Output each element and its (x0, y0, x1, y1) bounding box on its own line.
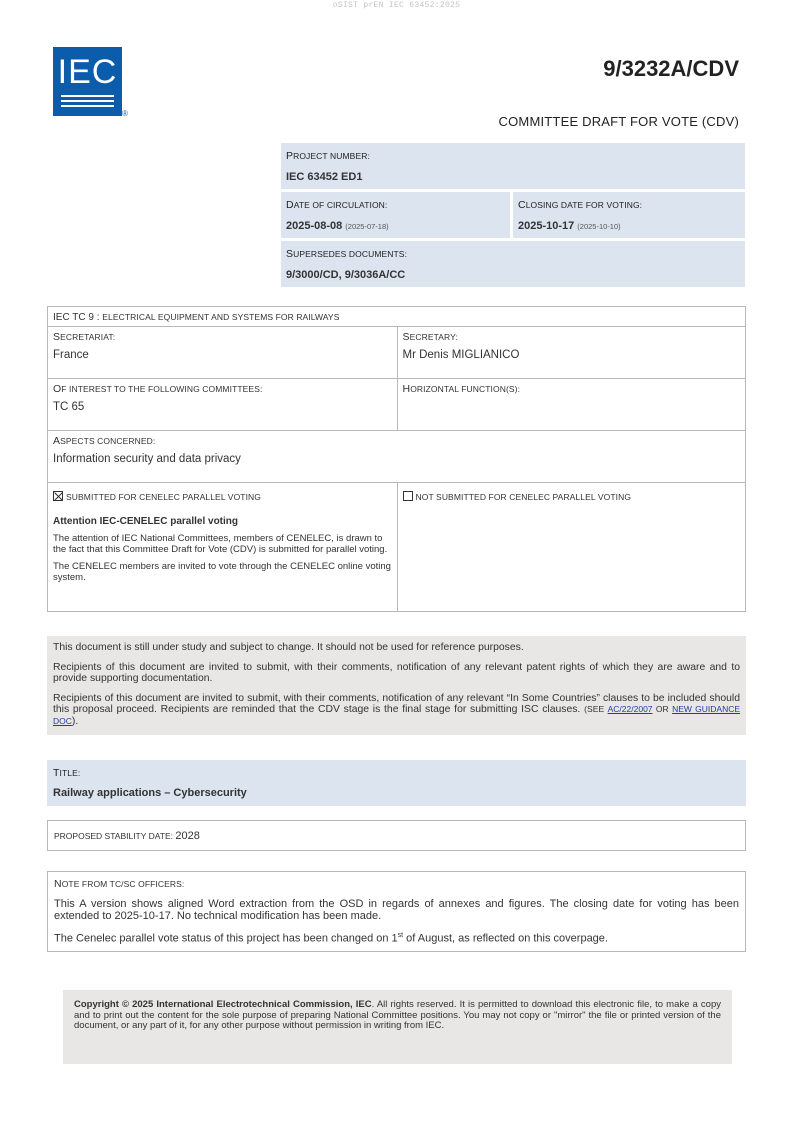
stability-box (47, 820, 746, 851)
copyright-box (63, 990, 732, 1064)
see-suffix: ). (71, 715, 79, 727)
attention-text-2: The CENELEC members are invited to vote through the CENELEC online voting system. (53, 561, 391, 583)
closing-date: 2025-10-17 (518, 220, 575, 232)
not-submitted-option[interactable] (403, 491, 741, 503)
checkbox-checked-icon[interactable] (53, 491, 63, 501)
interest-value: TC 65 (53, 401, 85, 413)
project-number: IEC 63452 ED1 (286, 171, 363, 183)
secretariat-label: SECRETARIAT: (53, 331, 116, 343)
copyright-text: . All rights reserved. It is permitted to download this electronic file, to make a copy and to print out the content for the sole purpose of preparing National Committee positions. You may not copy or "mirror" the file or printed version of the document, or any part of it, for any other purpose without permission in writing from IEC. (74, 999, 721, 1031)
notice-box (47, 636, 746, 735)
document-number: 9/3232A/CDV (603, 56, 739, 81)
copyright-bold: Copyright © 2025 International Electrotechnical Commission, IEC (74, 999, 372, 1010)
not-submitted-label: NOT SUBMITTED FOR CENELEC PARALLEL VOTING (415, 492, 632, 502)
interest-label: OF INTEREST TO THE FOLLOWING COMMITTEES: (53, 383, 263, 395)
attention-title: Attention IEC-CENELEC parallel voting (53, 516, 239, 527)
project-number-cell (281, 143, 745, 189)
project-number-label: PROJECT NUMBER: (286, 150, 370, 162)
aspects-value: Information security and data privacy (53, 453, 241, 465)
tc-prefix: IEC TC 9 : (53, 312, 103, 323)
logo-text: IEC (57, 53, 118, 91)
supersedes-label: SUPERSEDES DOCUMENTS: (286, 248, 408, 260)
supersedes-documents: 9/3000/CD, 9/3036A/CC (286, 269, 406, 281)
closing-date-original: (2025-10-10) (577, 222, 621, 231)
logo-registered-mark: ® (122, 109, 128, 118)
supersedes-cell (281, 241, 745, 287)
secretary-value: Mr Denis MIGLIANICO (402, 349, 520, 361)
secretariat-value: France (53, 349, 89, 361)
document-stage: COMMITTEE DRAFT FOR VOTE (CDV) (498, 114, 739, 129)
date-circulation: 2025-08-08 (286, 220, 343, 232)
tc-title: ELECTRICAL EQUIPMENT AND SYSTEMS FOR RAILWAYS (102, 312, 340, 322)
link-ac-22-2007[interactable]: AC/22/2007 (607, 704, 653, 714)
closing-date-label: CLOSING DATE FOR VOTING: (518, 199, 643, 211)
attention-text-1: The attention of IEC National Committees, members of CENELEC, is drawn to the fact that this Committee Draft for Vote (CDV) is submitted for parallel voting. (53, 533, 388, 555)
horizontal-cell (397, 379, 746, 430)
stability-label: PROPOSED STABILITY DATE: (54, 831, 176, 841)
note-box (47, 871, 746, 952)
link-new-guidance-doc[interactable]: NEW GUIDANCE DOC (53, 704, 741, 726)
note-text-1: This A version shows aligned Word extraction from the OSD in regards of annexes and figures. The closing date for voting has been extended to 2025-10-17. No technical modification has been made. (54, 898, 739, 922)
submitted-cell (48, 483, 397, 611)
title-label: TITLE: (53, 767, 81, 779)
project-info-block (281, 143, 745, 287)
date-circulation-label: DATE OF CIRCULATION: (286, 199, 388, 211)
secretary-cell (397, 327, 746, 378)
committee-table (47, 306, 746, 612)
or-text: OR (652, 704, 673, 714)
secretary-label: SECRETARY: (402, 331, 458, 343)
submitted-option[interactable] (53, 491, 392, 503)
stability-value: 2028 (175, 830, 200, 842)
logo-bars-icon (61, 95, 114, 110)
interest-cell (48, 379, 397, 430)
notice-paragraph-2: Recipients of this document are invited to submit, with their comments, notification of any relevant patent rights of which they are aware and to provide supporting documentation. (53, 661, 740, 684)
title-box (47, 760, 746, 806)
checkbox-unchecked-icon[interactable] (403, 491, 413, 501)
note-text-2: The Cenelec parallel vote status of this project has been changed on 1st of August, as reflected on this coverpage. (54, 932, 608, 945)
aspects-label: ASPECTS CONCERNED: (53, 435, 156, 447)
horizontal-label: HORIZONTAL FUNCTION(S): (402, 383, 521, 395)
closing-date-cell (513, 192, 745, 238)
notice-paragraph-1: This document is still under study and subject to change. It should not be used for reference purposes. (53, 642, 524, 653)
tc-title-cell (48, 307, 745, 326)
document-title: Railway applications – Cybersecurity (53, 787, 247, 799)
aspects-cell (48, 431, 745, 482)
watermark: oSIST prEN IEC 63452:2025 (332, 1, 461, 10)
secretariat-cell (48, 327, 397, 378)
see-prefix: (SEE (584, 704, 608, 714)
date-circulation-original: (2025-07-18) (345, 222, 389, 231)
notice-paragraph-3: Recipients of this document are invited to submit, with their comments, notification of any relevant “In Some Countries” clauses to be included should this proposal proceed. Recipients are reminded that the CDV stage is the final stage for submitting ISC clauses. (SEE AC/22/2007 OR NEW GUIDANCE DOC). (53, 692, 741, 727)
iec-logo (53, 47, 122, 116)
not-submitted-cell (397, 483, 746, 611)
submitted-label: SUBMITTED FOR CENELEC PARALLEL VOTING (66, 492, 261, 502)
date-circulation-cell (281, 192, 510, 238)
note-label: NOTE FROM TC/SC OFFICERS: (54, 878, 185, 890)
